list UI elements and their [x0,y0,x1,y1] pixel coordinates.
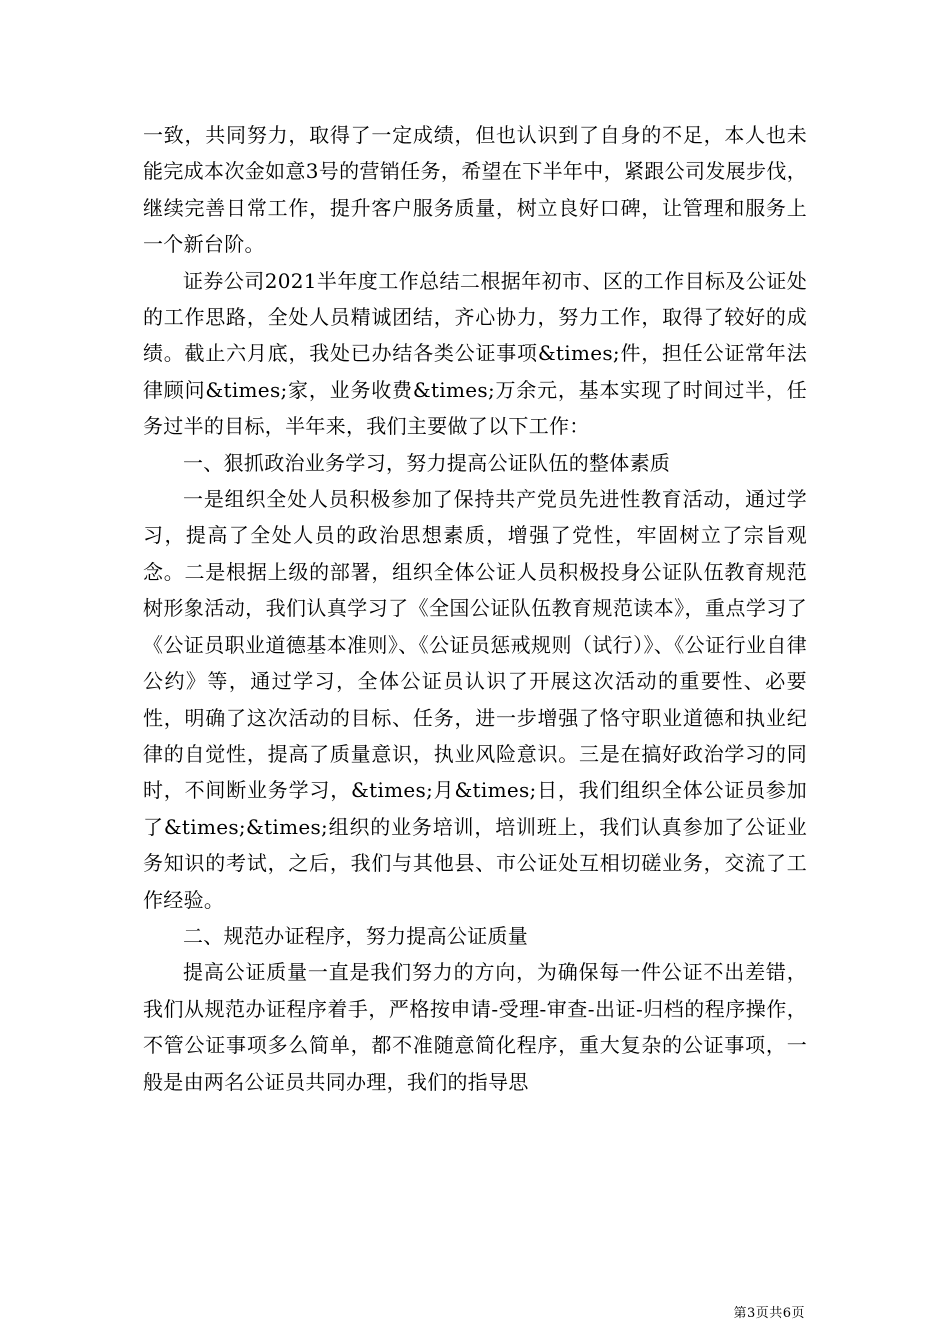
paragraph-continuation: 一致，共同努力，取得了一定成绩，但也认识到了自身的不足，本人也未能完成本次金如意3号的营销任务，希望在下半年中，紧跟公司发展步伐，继续完善日常工作，提升客户服务质量，树立良好口碑，让管理和服务上一个新台阶。 [143,123,807,257]
paragraph-section-1: 一是组织全处人员积极参加了保持共产党员先进性教育活动，通过学习，提高了全处人员的政治思想素质，增强了党性，牢固树立了宗旨观念。二是根据上级的部署，组织全体公证人员积极投身公证队伍教育规范树形象活动，我们认真学习了《全国公证队伍教育规范读本》，重点学习了《公证员职业道德基本准则》、《公证员惩戒规则（试行）》、《公证行业自律公约》等，通过学习，全体公证员认识了开展这次活动的重要性、必要性，明确了这次活动的目标、任务，进一步增强了恪守职业道德和执业纪律的自觉性，提高了质量意识，执业风险意识。三是在搞好政治学习的同时，不间断业务学习，&times;月&times;日，我们组织全体公证员参加了&times;&times;组织的业务培训，培训班上，我们认真参加了公证业务知识的考试，之后，我们与其他县、市公证处互相切磋业务，交流了工作经验。 [143,487,807,912]
paragraph-summary-intro: 证券公司2021半年度工作总结二根据年初市、区的工作目标及公证处的工作思路，全处人员精诚团结，齐心协力，努力工作，取得了较好的成绩。截止六月底，我处已办结各类公证事项&times;件，担任公证常年法律顾问&times;家，业务收费&times;万余元，基本实现了时间过半，任务过半的目标，半年来，我们主要做了以下工作： [143,268,807,439]
page-number: 第3页共6页 [733,1306,805,1321]
section-heading-2: 二、规范办证程序，努力提高公证质量 [183,923,529,948]
section-heading-1: 一、狠抓政治业务学习，努力提高公证队伍的整体素质 [183,450,671,475]
paragraph-section-2: 提高公证质量一直是我们努力的方向，为确保每一件公证不出差错，我们从规范办证程序着手，严格按申请-受理-审查-出证-归档的程序操作，不管公证事项多么简单，都不准随意简化程序，重大复杂的公证事项，一般是由两名公证员共同办理，我们的指导思 [143,960,807,1094]
document-body [143,117,807,1100]
